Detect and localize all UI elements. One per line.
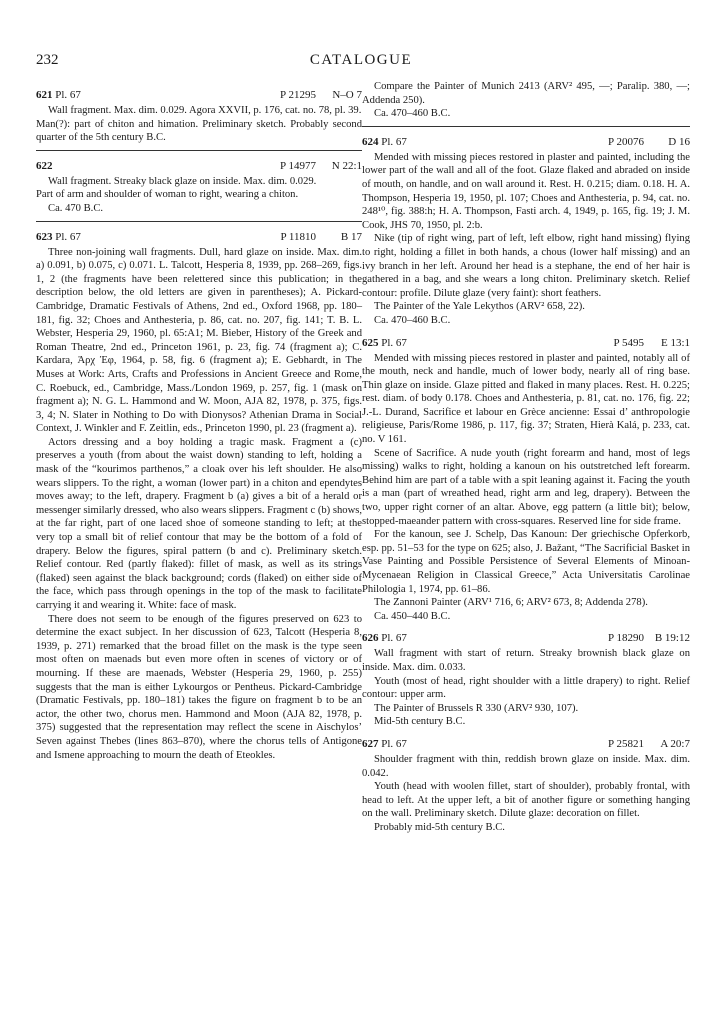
- entry-description: Mended with missing pieces restored in plaster and painted, including the lower part of the wall and all of the foot. Glaze flaked and abraded on inside of mouth, on handle, and on wall around it. Rest. H. 0.215; diam. 0.18. H. A. Thompson, Hesperia 19, 1950, pl. 107; Choes and Anthesteria, p. 94, cat. no. 248¹⁰, fig. 388:h; H. A. Thompson, Fasti arch. 4, 1949, p. 165, fig. 19; J. M. Cook, JHS 70, 1950, pl. 2:b.: [362, 151, 690, 231]
- entry-subject: Youth (head with woolen fillet, start of shoulder), probably frontal, with head to left. At the upper left, a bit of another figure or something hanging on the wall. Preliminary sketch. Dilute glaze: decoration on fillet.: [362, 781, 690, 820]
- page-number: 232: [36, 52, 59, 68]
- plate-ref: Pl. 67: [55, 89, 81, 101]
- entry-subject: Nike (tip of right wing, part of left, left elbow, right hand missing) flying to right, holding a fillet in both hands, a chous (lower half missing) and an ivy branch in her left. Around her head is a stephane, the end of her hair is gathered in a bag, and she wears a long chiton. Preliminary sketch. Relief contour: profile. Dilute glaze (very faint): short feathers.: [362, 233, 690, 299]
- entry-subject: Scene of Sacrifice. A nude youth (right forearm and hand, most of legs missing) walks to right, holding a kanoun on his outstretched left forearm. Behind him are part of a table with a spit leaning against it. Facing the youth is a man (part of wreathed head, right arm and leg, drapery). Between the two, upper right corner of an altar. Above, egg pattern (a little bit); below, stopped-maeander pattern with cross-squares. Reserved line for side frame.: [362, 447, 690, 527]
- findspot: N 22:1: [331, 159, 362, 172]
- entry-painter: The Zannoni Painter (ARV¹ 716, 6; ARV² 673, 8; Addenda 278).: [374, 597, 648, 609]
- entry-621-header: [36, 88, 362, 104]
- plate-ref: Pl. 67: [55, 230, 81, 243]
- entry-date: Ca. 470–460 B.C.: [374, 314, 451, 326]
- left-column: [36, 80, 362, 762]
- findspot: B 19:12: [654, 632, 690, 645]
- divider: [362, 126, 690, 127]
- divider: [36, 221, 362, 222]
- entry-number: 624: [362, 135, 379, 148]
- entry-number: 623: [36, 230, 53, 243]
- entry-622-header: [36, 159, 362, 175]
- entry-subject: Actors dressing and a boy holding a tragic mask. Fragment a (c) preserves a youth (from about the waist down) standing to left, holding a mask of the “kourimos parthenos,” a cloak over his left shoulder. He also wears slippers. To the right, a woman (lower part) in a chiton and ependytes moves away; to the left, drapery. Fragment b (a) gives a bit of a herald or messenger similarly dressed, who also wears slippers. Fragment c (b) shows, at the far right, part of one laced shoe of someone standing to left; at the very top a small bit of relief contour that may be the bottom of a fold of drapery. Below the figures, spiral pattern (b and c). Preliminary sketch. Relief contour. Red (partly flaked): fillet of mask, as well as its strings (flaked) seen against the black background; cords (flaked) on either side of the face, which pass through openings in the top of the mask to facilitate carrying it and wearing it. White: face of mask.: [36, 436, 362, 611]
- entry-description: Mended with missing pieces restored in plaster and painted, notably all of the mouth, neck and handle, much of lower body, nearly all of ring base. Thin glaze on inside. Glaze pitted and flaked in many places. Rest. H. 0.225; rest. diam. of body 0.178. Choes and Anthesteria, p. 81, cat. no. 176, fig. 22; J.-L. Durand, Sacrifice et labour en Grèce ancienne: Essai d’ anthropologie religieuse, Paris/Rome 1986, p. 117, fig. 37; Straten, Hierà Kalá, p. 233, cat. no. V 161.: [362, 352, 690, 446]
- entry-description: Three non-joining wall fragments. Dull, hard glaze on inside. Max. dim. a) 0.091, b) 0.075, c) 0.071. L. Talcott, Hesperia 8, 1939, pp. 268–269, figs. 1, 2 (the fragments have been relettered since this publication; in the description below, the old letters are given in parentheses); A. Pickard-Cambridge, Dramatic Festivals of Athens, 2nd ed., Oxford 1968, pp. 180–181, fig. 32; Choes and Anthesteria, p. 86, cat. no. 207, fig. 141; T. B. L. Webster, Hesperia 29, 1960, pl. 65:A1; M. Bieber, History of the Greek and Roman Theatre, 2nd ed., Princeton 1961, p. 23, fig. 74 (fragment a); C. Kardara, Ἀρχ Ἐφ, 1964, p. 58, fig. 6 (fragment a); E. Gebhardt, in The Muses at Work: Arts, Crafts and Professions in Ancient Greece and Rome, C. Roebuck, ed., Cambridge, Mass./London 1969, p. 257, fig. 1 (mask on fragment a); N. G. L. Hammond and W. Moon, AJA 82, 1978, p. 375, figs. 3, 4; N. Slater in Nothing to Do with Dionysos? Athenian Drama in Social Context, J. Winkler and F. Zeitlin, eds., Princeton 1990, pl. 23 (fragment a).: [36, 246, 362, 435]
- entry-number: 621: [36, 89, 53, 101]
- entry-624-header: [362, 135, 690, 151]
- running-title: CATALOGUE: [309, 52, 413, 68]
- findspot: D 16: [668, 135, 690, 148]
- entry-subject: Part of arm and shoulder of woman to right, wearing a chiton.: [36, 189, 299, 201]
- entry-623-header: [36, 230, 362, 246]
- plate-ref: Pl. 67: [381, 632, 407, 645]
- inventory-number: P 20076: [608, 135, 644, 148]
- inventory-number: P 21295: [280, 89, 316, 101]
- right-column: [362, 80, 690, 835]
- entry-subject: Man(?): part of chiton and himation. Preliminary sketch. Probably second quarter of the 5th century B.C.: [36, 118, 362, 144]
- entry-627-header: [362, 737, 690, 753]
- inventory-number: P 14977: [280, 159, 316, 172]
- compare-note: Compare the Painter of Munich 2413 (ARV² 495, —; Paralip. 380, —; Addenda 250).: [362, 81, 690, 106]
- entry-description: Shoulder fragment with thin, reddish brown glaze on inside. Max. dim. 0.042.: [362, 753, 690, 779]
- plate-ref: Pl. 67: [381, 135, 407, 148]
- entry-description: Wall fragment with start of return. Streaky brownish black glaze on inside. Max. dim. 0.033.: [362, 648, 690, 673]
- entry-subject: Youth (most of head, right shoulder with a little drapery) to right. Relief contour: upper arm.: [362, 675, 690, 701]
- entry-number: 626: [362, 632, 379, 645]
- entry-626-header: [362, 631, 690, 647]
- entry-date: Ca. 470 B.C.: [48, 202, 104, 214]
- entry-date: Mid-5th century B.C.: [374, 716, 466, 728]
- entry-number: 627: [362, 737, 379, 750]
- running-head: [36, 52, 686, 72]
- entry-description: Wall fragment. Streaky black glaze on inside. Max. dim. 0.029.: [48, 175, 317, 187]
- findspot: E 13:1: [660, 336, 690, 349]
- divider: [36, 150, 362, 151]
- findspot: B 17: [340, 230, 362, 243]
- findspot: A 20:7: [660, 737, 690, 750]
- entry-date: Ca. 470–460 B.C.: [374, 108, 451, 120]
- entry-date: Probably mid-5th century B.C.: [374, 821, 505, 833]
- inventory-number: P 11810: [280, 230, 316, 243]
- findspot: N–O 7: [332, 89, 362, 101]
- entry-number: 622: [36, 159, 53, 172]
- plate-ref: Pl. 67: [381, 336, 407, 349]
- inventory-number: P 25821: [608, 737, 644, 750]
- inventory-number: P 18290: [608, 632, 644, 645]
- entry-date: Ca. 450–440 B.C.: [374, 610, 451, 622]
- entry-kanoun-note: For the kanoun, see J. Schelp, Das Kanoun: Der griechische Opferkorb, esp. pp. 51–53 for the type on 625; also, J. Bažant, “The Sacrificial Basket in Vase Painting and Possible Persistence of Several Elements of Minoan-Mycenaean Religion in Classical Greece,” Acta Universitatis Carolinae Philologia 1, 1974, pp. 61–86.: [362, 529, 690, 595]
- entry-description: Wall fragment. Max. dim. 0.029. Agora XXVII, p. 176, cat. no. 78, pl. 39.: [48, 105, 362, 116]
- entry-discussion: There does not seem to be enough of the figures preserved on 623 to determine the exact subject. In her discussion of 623, Talcott (Hesperia 8, 1939, p. 271) remarked that the broad fillet on the mask is the type seen most often on maenads but even more often in scenes of victory or of mourning. If these are maenads, Webster (Hesperia 29, 1960, p. 255) suggests that the man is either Lykourgos or Pentheus. Pickard-Cambridge (Dramatic Festivals, pp. 180–181) takes the figure on fragment b to be an actor, the other two, chorus men. Hammond and Moon (AJA 82, 1978, p. 375) suggested that the representation may reflect the scene in Aischylos’ Seven against Thebes (lines 863–870), where the chorus tells of Antigone and Ismene approaching to mourn the death of Eteokles.: [36, 613, 362, 761]
- entry-625-header: [362, 336, 690, 352]
- entry-number: 625: [362, 336, 379, 349]
- plate-ref: Pl. 67: [381, 737, 407, 750]
- entry-painter: The Painter of the Yale Lekythos (ARV² 658, 22).: [374, 301, 585, 313]
- entry-painter: The Painter of Brussels R 330 (ARV² 930, 107).: [374, 702, 579, 714]
- inventory-number: P 5495: [613, 336, 644, 349]
